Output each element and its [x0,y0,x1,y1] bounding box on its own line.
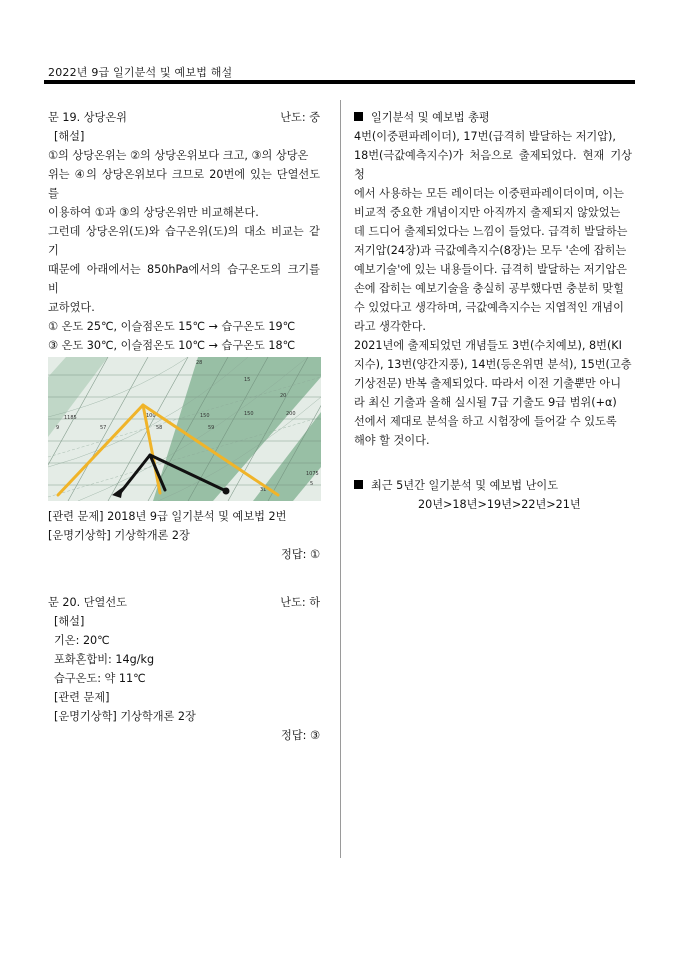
text-line: 교하였다. [48,301,95,314]
text-line: 때문에 아래에서는 850hPa에서의 습구온도의 크기를 비 [48,263,320,295]
diagram-label: 150 [200,413,210,419]
text-line: 2021년에 출제되었던 개념들도 3번(수치예보), 8번(KI [354,339,622,352]
q19-para2 [48,222,320,317]
text-line: 해야 할 것이다. [354,434,430,447]
q20-heading [48,593,320,612]
page-header: 2022년 9급 일기분석 및 예보법 해설 [48,66,233,79]
square-bullet-icon [354,480,363,489]
diagram-label: 15 [244,377,251,383]
text-line: 지수), 13번(양간지풍), 14번(등온위면 분석), 15번(고층 [354,358,632,371]
q19-para1 [48,146,320,222]
difficulty-title: 최근 5년간 일기분석 및 예보법 난이도 [371,479,559,492]
header-rule [44,80,635,84]
q20-textbook: [운명기상학] 기상학개론 2장 [54,710,196,723]
diagram-label: 28 [196,360,203,366]
q20-wet-bulb: 습구온도: 약 11℃ [54,672,146,685]
review-heading [354,108,632,127]
diagram-label: 31 [260,487,267,493]
review-para2 [354,336,632,450]
diagram-label: 58 [156,425,163,431]
q20-related-label: [관련 문제] [54,691,110,704]
q20-difficulty: 난도: 하 [280,596,320,609]
text-line: ①의 상당온위는 ②의 상당온위보다 크고, ③의 상당온 [48,149,309,162]
text-line: 저기압(24장)과 극값예측지수(8장)는 모두 '손에 잡히는 [354,244,627,257]
text-line: 4번(이중편파레이더), 17번(급격히 발달하는 저기압), [354,130,616,143]
text-line: 비교적 중요한 개념이지만 아직까지 출제되지 않았었는 [354,206,621,219]
text-line: 기상전문) 반복 출제되었다. 따라서 이전 기출뿐만 아니 [354,377,622,390]
q19-item2: ③ 온도 30℃, 이슬점온도 10℃ → 습구온도 18℃ [48,339,296,352]
q20-title: 문 20. 단열선도 [48,596,127,609]
q19-answer: 정답: ① [281,548,320,561]
column-divider [340,100,341,858]
q19-related: [관련 문제] 2018년 9급 일기분석 및 예보법 2번 [48,510,287,523]
text-line: 선에서 제대로 분석을 하고 시험장에 들어갈 수 있도록 [354,415,617,428]
text-line: 18번(극값예측지수)가 처음으로 출제되었다. 현재 기상청 [354,149,632,181]
review-para1 [354,127,632,336]
difficulty-order: 20년>18년>19년>22년>21년 [418,498,581,511]
q20-answer: 정답: ③ [281,729,320,742]
q20-temp: 기온: 20℃ [54,634,110,647]
text-line: 라 최신 기출과 올해 실시될 7급 기출도 9급 범위(+α) [354,396,617,409]
diagram-label: 200 [286,411,296,417]
spacer [48,564,320,583]
difficulty-heading [354,476,632,495]
q20-section-label: [해설] [54,615,85,628]
text-line: 이용하여 ①과 ③의 상당온위만 비교해본다. [48,206,259,219]
q19-heading [48,108,320,127]
diagram-label: 59 [208,425,215,431]
diagram-label: 5 [310,481,314,487]
diagram-label: 1075 [306,471,319,477]
review-title: 일기분석 및 예보법 총평 [371,111,490,124]
diagram-label: 150 [244,411,254,417]
text-line: 수 있었다고 생각하며, 극값예측지수는 지엽적인 개념이 [354,301,624,314]
spacer [354,450,632,469]
text-line: 위는 ④의 상당온위보다 크므로 20번에 있는 단열선도를 [48,168,320,200]
q19-title: 문 19. 상당온위 [48,111,127,124]
diagram-label: 57 [100,425,107,431]
q19-textbook: [운명기상학] 기상학개론 2장 [48,529,190,542]
text-line: 데 드디어 출제되었다는 느낌이 들었다. 급격히 발달하는 [354,225,628,238]
q19-item1: ① 온도 25℃, 이슬점온도 15℃ → 습구온도 19℃ [48,320,296,333]
diagram-label: 100 [146,413,156,419]
q19-difficulty: 난도: 중 [280,111,320,124]
right-column [354,108,632,514]
diagram-label: 20 [280,393,287,399]
skew-t-diagram [48,357,321,501]
text-line: 에서 사용하는 모든 레이더는 이중편파레이더이며, 이는 [354,187,624,200]
diagram-label: 1185 [64,415,77,421]
skew-t-svg [48,357,321,501]
text-line: 손에 잡히는 예보기술을 충실히 공부했다면 충분히 맞힐 [354,282,624,295]
q19-section-label: [해설] [54,130,85,143]
q20-mixing-ratio: 포화혼합비: 14g/kg [54,653,155,666]
spacer [48,583,320,593]
text-line: 라고 생각한다. [354,320,426,333]
diagram-label: 9 [56,425,60,431]
square-bullet-icon [354,112,363,121]
left-column [48,108,320,745]
arrow-end-dot [223,488,230,495]
text-line: 그런데 상당온위(도)와 습구온위(도)의 대소 비교는 같기 [48,225,320,257]
text-line: 예보기술'에 있는 내용들이다. 급격히 발달하는 저기압은 [354,263,627,276]
spacer [354,469,632,476]
